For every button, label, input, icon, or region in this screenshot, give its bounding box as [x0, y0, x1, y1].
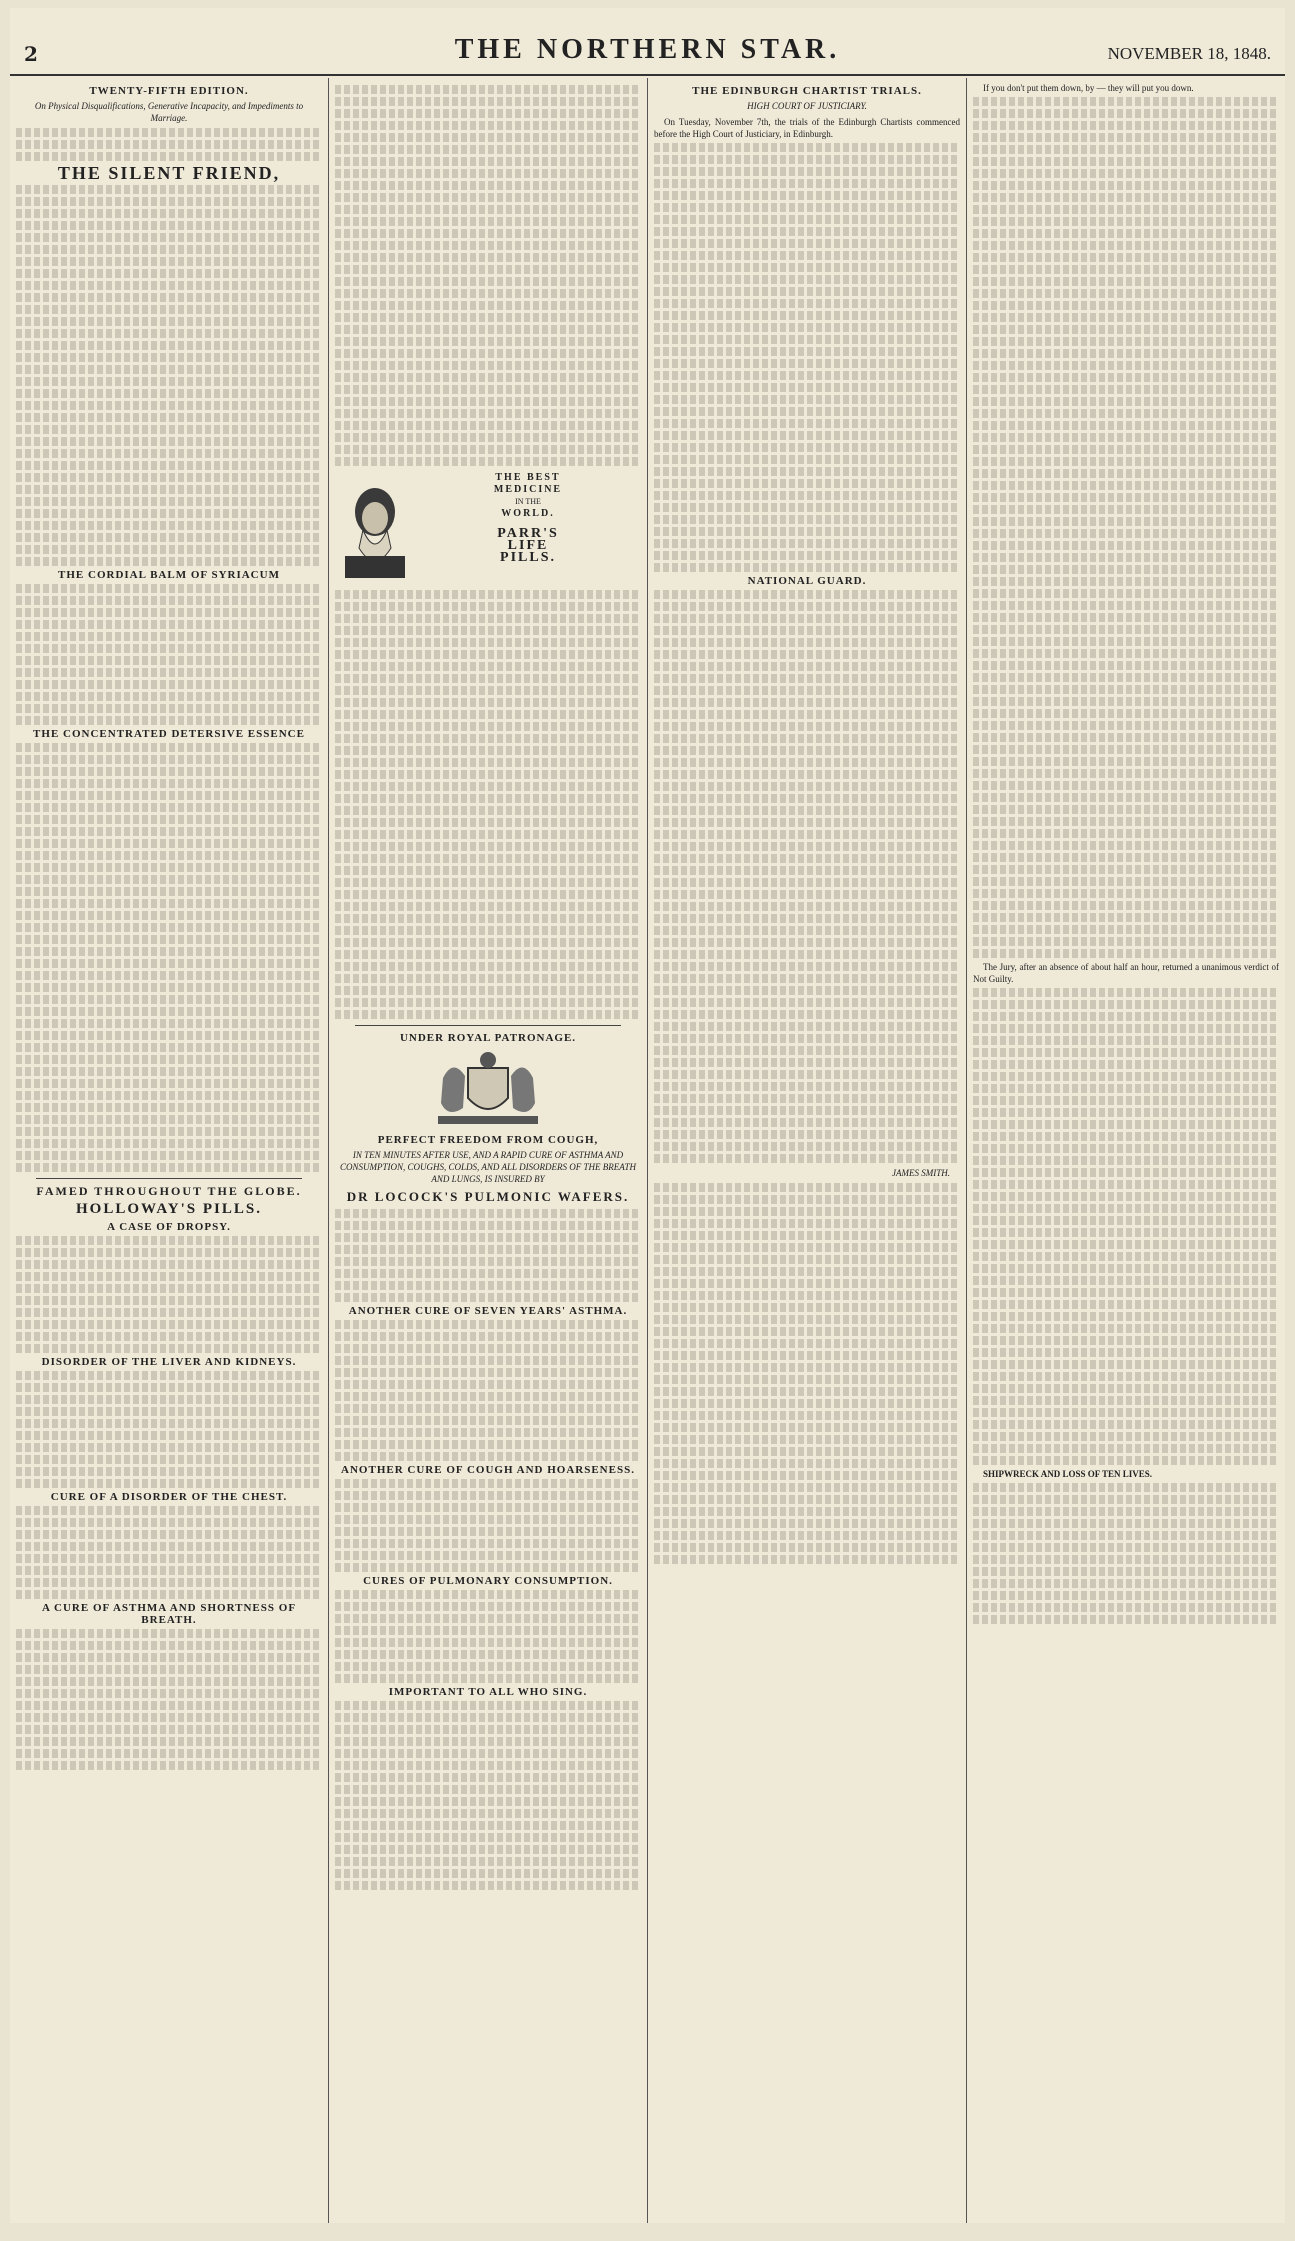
case-heading: A CASE OF DROPSY. — [107, 1221, 231, 1233]
col4-verdict: The Jury, after an absence of about half an hour, returned a unanimous verdict of Not Guilty. — [973, 962, 1279, 984]
col4-opening: If you don't put them down, by — they will put you down. — [983, 83, 1194, 93]
royal-arms-icon — [423, 1048, 553, 1130]
logo-line: IN THE — [515, 497, 541, 506]
newspaper-page — [10, 8, 1285, 2223]
trials-opening: On Tuesday, November 7th, the trials of the Edinburgh Chartists commenced before the High Court of Justiciary, in Edinburgh. — [654, 117, 960, 139]
national-guard-heading: NATIONAL GUARD. — [747, 575, 867, 587]
trials-subheading: HIGH COURT OF JUSTICIARY. — [747, 101, 867, 111]
trials-heading: THE EDINBURGH CHARTIST TRIALS. — [692, 85, 922, 97]
issue-date: NOVEMBER 18, 1848. — [1107, 44, 1271, 63]
section-heading: THE CONCENTRATED DETERSIVE ESSENCE — [33, 728, 305, 740]
page-number: 2 — [24, 42, 38, 66]
wafers-heading: DR LOCOCK'S PULMONIC WAFERS. — [346, 1189, 630, 1204]
case-heading: A CURE OF ASTHMA AND SHORTNESS OF BREATH. — [41, 1602, 297, 1626]
shipwreck-heading: SHIPWRECK AND LOSS OF TEN LIVES. — [983, 1469, 1153, 1479]
testimonial-heading: IMPORTANT TO ALL WHO SING. — [388, 1686, 588, 1698]
logo-line: LIFE — [507, 538, 549, 553]
testimonial-heading: ANOTHER CURE OF SEVEN YEARS' ASTHMA. — [348, 1305, 628, 1317]
case-heading: DISORDER OF THE LIVER AND KIDNEYS. — [41, 1356, 297, 1368]
section-heading: HOLLOWAY'S PILLS. — [76, 1201, 262, 1217]
section-heading: THE CORDIAL BALM OF SYRIACUM — [58, 569, 280, 581]
old-parr-portrait-icon — [335, 478, 415, 578]
article-columns — [10, 78, 1285, 2223]
logo-line: THE BEST — [495, 472, 561, 483]
logo-line: PARR'S — [497, 526, 559, 541]
edition-heading: TWENTY-FIFTH EDITION. — [89, 85, 249, 97]
perfect-freedom-heading: PERFECT FREEDOM FROM COUGH, — [377, 1134, 599, 1146]
case-heading: CURE OF A DISORDER OF THE CHEST. — [50, 1491, 288, 1503]
logo-line: MEDICINE — [493, 484, 563, 495]
logo-line: WORLD. — [501, 508, 555, 519]
logo-line: PILLS. — [500, 550, 556, 565]
column-3 — [648, 78, 967, 2223]
column-4 — [967, 78, 1285, 2223]
letter-signature: JAMES SMITH. — [892, 1168, 950, 1178]
masthead — [10, 8, 1285, 76]
testimonial-heading: CURES OF PULMONARY CONSUMPTION. — [363, 1575, 613, 1587]
wafers-description: IN TEN MINUTES AFTER USE, AND A RAPID CURE OF ASTHMA AND CONSUMPTION, COUGHS, COLDS, AND ALL DISORDERS OF THE BREATH AND LUNGS, IS INSURED BY — [340, 1150, 636, 1184]
paper-title: THE NORTHERN STAR. — [454, 34, 841, 65]
silent-friend-title: THE SILENT FRIEND, — [57, 163, 281, 183]
column-1 — [10, 78, 329, 2223]
testimonial-heading: ANOTHER CURE OF COUGH AND HOARSENESS. — [341, 1464, 635, 1476]
silent-friend-subtitle: On Physical Disqualifications, Generative Incapacity, and Impediments to Marriage. — [34, 101, 304, 123]
section-heading: FAMED THROUGHOUT THE GLOBE. — [36, 1184, 302, 1198]
royal-patronage-heading: UNDER ROYAL PATRONAGE. — [399, 1032, 577, 1044]
column-2 — [329, 78, 648, 2223]
